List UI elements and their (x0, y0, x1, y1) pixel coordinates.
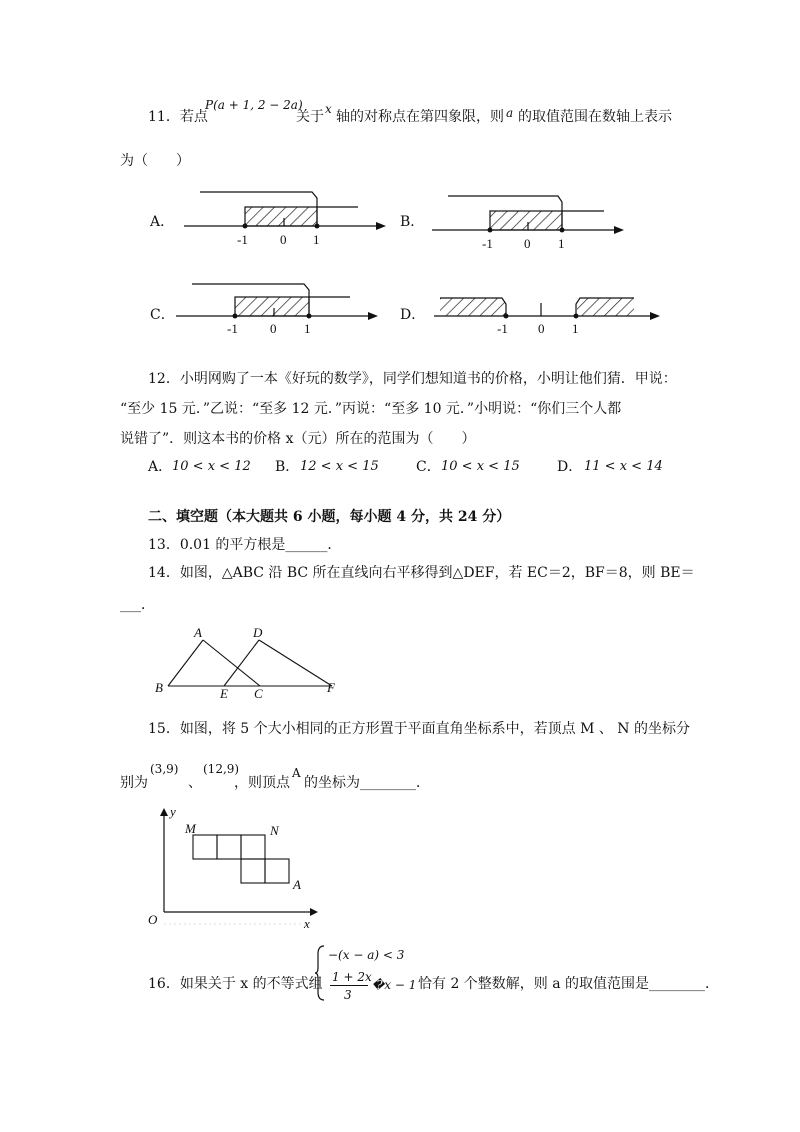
q11-option-b-numberline (428, 188, 638, 248)
q14-line2: ___． (120, 597, 155, 613)
q11-line2: 为（ ） (120, 153, 190, 169)
q12-choice-a-expr: 10 < x < 12 (172, 459, 251, 474)
q16-frac-num: 1 + 2x (332, 970, 372, 984)
q11-b-tick-1: 1 (558, 236, 565, 251)
q11-d-tick-m1: -1 (497, 321, 508, 336)
q16-text-b: 恰有 2 个整数解，则 a 的取值范围是________． (418, 976, 720, 992)
q11-d-tick-1: 1 (572, 321, 579, 336)
q16-text-a: 16．如果关于 x 的不等式组 (148, 976, 323, 992)
q15-line2-a: 别为 (120, 775, 148, 791)
q12-choice-d-expr: 11 < x < 14 (584, 459, 663, 474)
q14-line1: 14．如图，△ABC 沿 BC 所在直线向右平移得到△DEF，若 EC＝2，BF＝8，则 BE＝ (148, 565, 695, 581)
q11-text-b: 轴的对称点在第四象限，则 (336, 109, 504, 125)
q16-ineq1: −(x − a) < 3 (328, 948, 405, 962)
q11-b-tick-m1: -1 (482, 236, 493, 251)
q12-choice-a-label[interactable]: A． (148, 459, 173, 475)
q12-line2: “至少 15 元．”乙说：“至多 12 元．”丙说：“至多 10 元．”小明说：“你们三个人都 (120, 401, 622, 417)
q11-a-tick-1: 1 (313, 232, 320, 247)
q15-label-n: N (270, 823, 279, 838)
q11-option-c-numberline (172, 280, 382, 340)
q11-d-tick-0: 0 (538, 321, 545, 336)
q11-c-tick-m1: -1 (227, 321, 238, 336)
q11-point: P(a + 1, 2 − 2a) (205, 98, 303, 112)
q11-number: 11．若点 (148, 109, 208, 125)
q15-label-a: A (293, 877, 301, 892)
q12-choice-d-label[interactable]: D． (557, 459, 583, 475)
q11-option-b-label[interactable]: B． (400, 214, 425, 230)
q15-coord-n: (12,9) (203, 762, 240, 776)
q15-line1: 15．如图，将 5 个大小相同的正方形置于平面直角坐标系中，若顶点 M 、 N 的坐标分 (148, 721, 691, 737)
q11-option-d-numberline (430, 286, 670, 336)
q14-label-e: E (220, 686, 228, 701)
q15-label-m: M (185, 821, 196, 836)
q12-line3: 说错了”．则这本书的价格 x（元）所在的范围为（ ） (120, 431, 476, 447)
q16-ineq2-rest: �x − 1 (372, 978, 417, 992)
q12-choice-b-label[interactable]: B． (275, 459, 300, 475)
q11-option-a-label[interactable]: A． (150, 214, 175, 230)
q14-triangle-figure (150, 620, 350, 700)
q11-c-tick-0: 0 (270, 321, 277, 336)
q11-b-tick-0: 0 (524, 236, 531, 251)
q11-x: x (325, 102, 332, 116)
q16-frac-den: 3 (344, 988, 352, 1002)
q11-option-c-label[interactable]: C． (150, 307, 175, 323)
q12-line1: 12．小明网购了一本《好玩的数学》，同学们想知道书的价格，小明让他们猜．甲说： (148, 371, 677, 387)
q16-brace (314, 944, 326, 1002)
q15-label-y: y (170, 804, 176, 819)
q14-label-f: F (327, 680, 335, 695)
q15-coord-m: (3,9) (150, 762, 179, 776)
q14-label-d: D (253, 625, 263, 640)
q15-line2-c: 的坐标为________． (304, 775, 430, 791)
q14-label-c: C (254, 686, 263, 701)
q11-a: a (506, 106, 514, 120)
q11-option-d-label[interactable]: D． (400, 307, 426, 323)
q12-choice-b-expr: 12 < x < 15 (300, 459, 379, 474)
q15-label-x: x (304, 916, 310, 931)
q11-text-c: 的取值范围在数轴上表示 (518, 109, 672, 125)
q11-a-tick-0: 0 (280, 232, 287, 247)
q11-a-tick-m1: -1 (237, 232, 248, 247)
section-title: 二、填空题（本大题共 6 小题，每小题 4 分，共 24 分） (148, 509, 511, 525)
q15-sep: 、 (188, 775, 202, 791)
q12-choice-c-label[interactable]: C． (416, 459, 441, 475)
q12-choice-c-expr: 10 < x < 15 (441, 459, 520, 474)
q15-coordinate-figure (150, 800, 330, 935)
q15-vertex: A (292, 766, 301, 780)
q11-c-tick-1: 1 (304, 321, 311, 336)
q14-label-b: B (155, 680, 163, 695)
q11-text-a: 关于 (296, 109, 324, 125)
q14-label-a: A (194, 625, 202, 640)
q13-text: 13．0.01 的平方根是______． (148, 537, 342, 553)
q15-line2-b: ，则顶点 (234, 775, 290, 791)
q15-label-o: O (148, 912, 158, 927)
